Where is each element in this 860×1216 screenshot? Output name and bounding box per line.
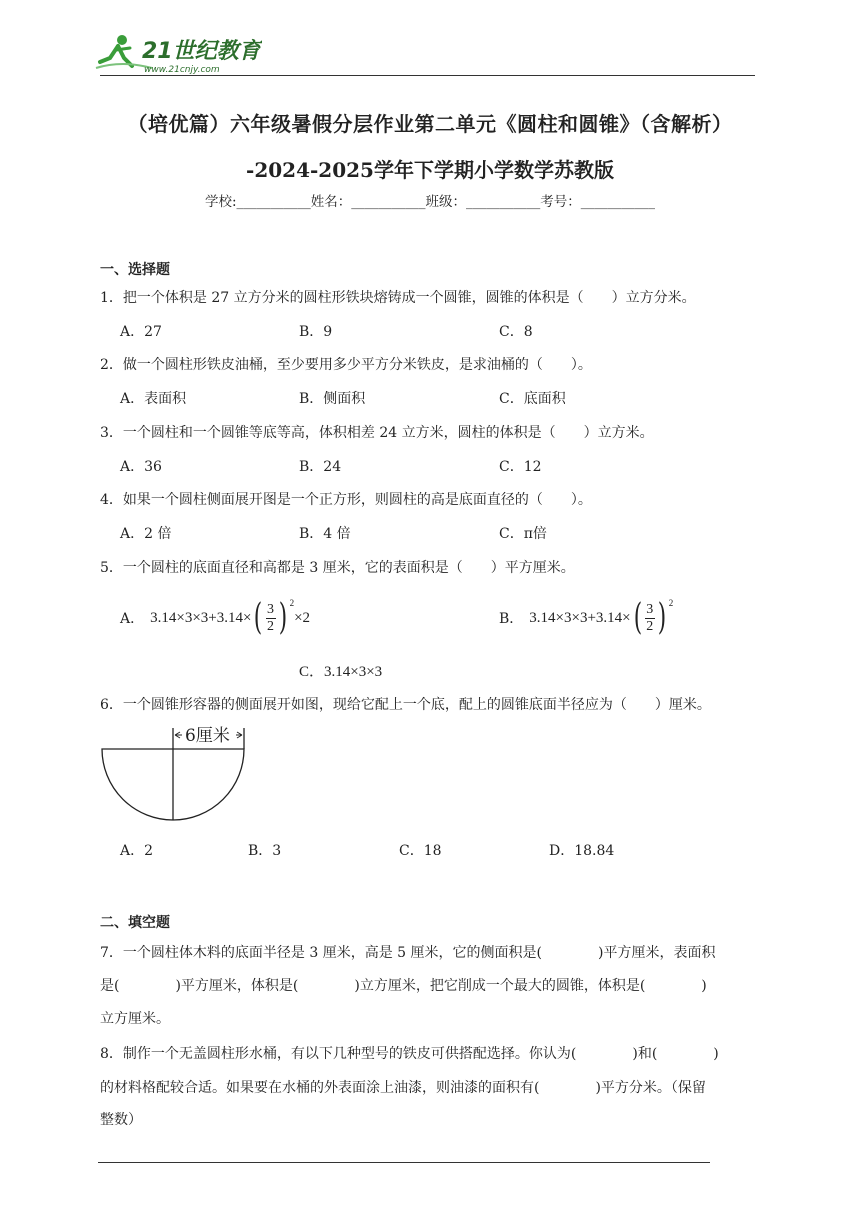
question-4-option-c[interactable]: C．π倍 [499, 526, 547, 542]
question-6-figure [100, 722, 250, 822]
semicircle-diagram [100, 722, 250, 822]
fraction-denominator: 2 [267, 618, 275, 634]
question-1-option-a[interactable]: A．27 [120, 324, 162, 340]
question-4-option-b[interactable]: B．4 倍 [299, 526, 351, 542]
fraction-numerator: 3 [267, 602, 275, 618]
question-5-option-b[interactable] [499, 596, 673, 640]
site-logo [92, 30, 262, 78]
exponent: 2 [668, 598, 674, 608]
question-6-option-b[interactable]: B．3 [248, 843, 282, 859]
question-8-line-3: 整数） [100, 1112, 142, 1128]
question-6-option-c[interactable]: C．18 [399, 843, 442, 859]
question-8-line-1: 8．制作一个无盖圆柱形水桶，有以下几种型号的铁皮可供搭配选择。你认为( )和( ) [100, 1046, 719, 1062]
section-heading-fill: 二、填空题 [100, 915, 170, 931]
left-paren: ( [633, 597, 642, 638]
question-6-option-a[interactable]: A．2 [120, 843, 154, 859]
logo-url: www.21cnjy.com [144, 65, 220, 75]
question-2-option-b[interactable]: B．侧面积 [299, 391, 366, 407]
question-4-stem: 4．如果一个圆柱侧面展开图是一个正方形，则圆柱的高是底面直径的（ ）。 [100, 492, 592, 508]
section-heading-choice: 一、选择题 [100, 262, 170, 278]
question-7-line-2: 是( )平方厘米，体积是( )立方厘米，把它削成一个最大的圆锥，体积是( ) [100, 978, 707, 994]
option-a-tail: ×2 [294, 609, 311, 626]
figure-label: 6厘米 [185, 726, 230, 746]
question-2-option-c[interactable]: C．底面积 [499, 391, 566, 407]
question-1-option-c[interactable]: C．8 [499, 324, 533, 340]
question-3-option-b[interactable]: B．24 [299, 459, 342, 475]
logo-runner-icon [92, 30, 262, 78]
exponent: 2 [289, 598, 295, 608]
option-a-fraction-power [251, 597, 295, 638]
question-3-option-a[interactable]: A．36 [120, 459, 162, 475]
option-b-fraction-power [631, 597, 674, 638]
question-7-line-3: 立方厘米。 [100, 1011, 170, 1027]
question-8-line-2: 的材料格配较合适。如果要在水桶的外表面涂上油漆，则油漆的面积有( )平方分米。（保留 [100, 1080, 706, 1096]
fraction-numerator: 3 [646, 602, 654, 618]
question-3-option-c[interactable]: C．12 [499, 459, 542, 475]
page-subtitle: -2024-2025学年下学期小学数学苏教版 [246, 158, 614, 182]
question-3-stem: 3．一个圆柱和一个圆锥等底等高，体积相差 24 立方米，圆柱的体积是（ ）立方米。 [100, 425, 654, 441]
question-2-stem: 2．做一个圆柱形铁皮油桶，至少要用多少平方分米铁皮，是求油桶的（ ）。 [100, 357, 592, 373]
question-5-option-c[interactable]: C．3.14×3×3 [299, 664, 383, 680]
fraction [645, 602, 655, 634]
question-2-option-a[interactable]: A．表面积 [120, 391, 187, 407]
right-paren: ) [278, 597, 287, 638]
fraction [266, 602, 276, 634]
fraction-denominator: 2 [646, 618, 654, 634]
page-title: （培优篇）六年级暑假分层作业第二单元《圆柱和圆锥》（含解析） [127, 112, 733, 136]
left-paren: ( [254, 597, 263, 638]
question-5-stem: 5．一个圆柱的底面直径和高都是 3 厘米，它的表面积是（ ）平方厘米。 [100, 560, 575, 576]
option-a-expression: 3.14×3×3+3.14× [150, 609, 252, 626]
question-6-option-d[interactable]: D．18.84 [549, 843, 615, 859]
right-paren: ) [657, 597, 666, 638]
question-4-option-a[interactable]: A．2 倍 [120, 526, 172, 542]
option-a-label: A． [120, 611, 145, 627]
question-5-option-a[interactable] [120, 596, 310, 640]
header-divider [100, 75, 755, 76]
option-b-label: B． [499, 611, 524, 627]
question-1-stem: 1．把一个体积是 27 立方分米的圆柱形铁块熔铸成一个圆锥，圆锥的体积是（ ）立方分米。 [100, 290, 696, 306]
question-6-stem: 6．一个圆锥形容器的侧面展开如图，现给它配上一个底，配上的圆锥底面半径应为（ ）厘米。 [100, 697, 711, 713]
question-7-line-1: 7．一个圆柱体木料的底面半径是 3 厘米，高是 5 厘米，它的侧面积是( )平方厘米，表面积 [100, 945, 716, 961]
question-1-option-b[interactable]: B．9 [299, 324, 333, 340]
student-info-line: 学校:___________姓名：___________班级：___________考号：___________ [204, 194, 656, 210]
option-b-expression: 3.14×3×3+3.14× [529, 609, 631, 626]
footer-divider [98, 1162, 710, 1163]
logo-title: 21世纪教育 [142, 39, 261, 64]
